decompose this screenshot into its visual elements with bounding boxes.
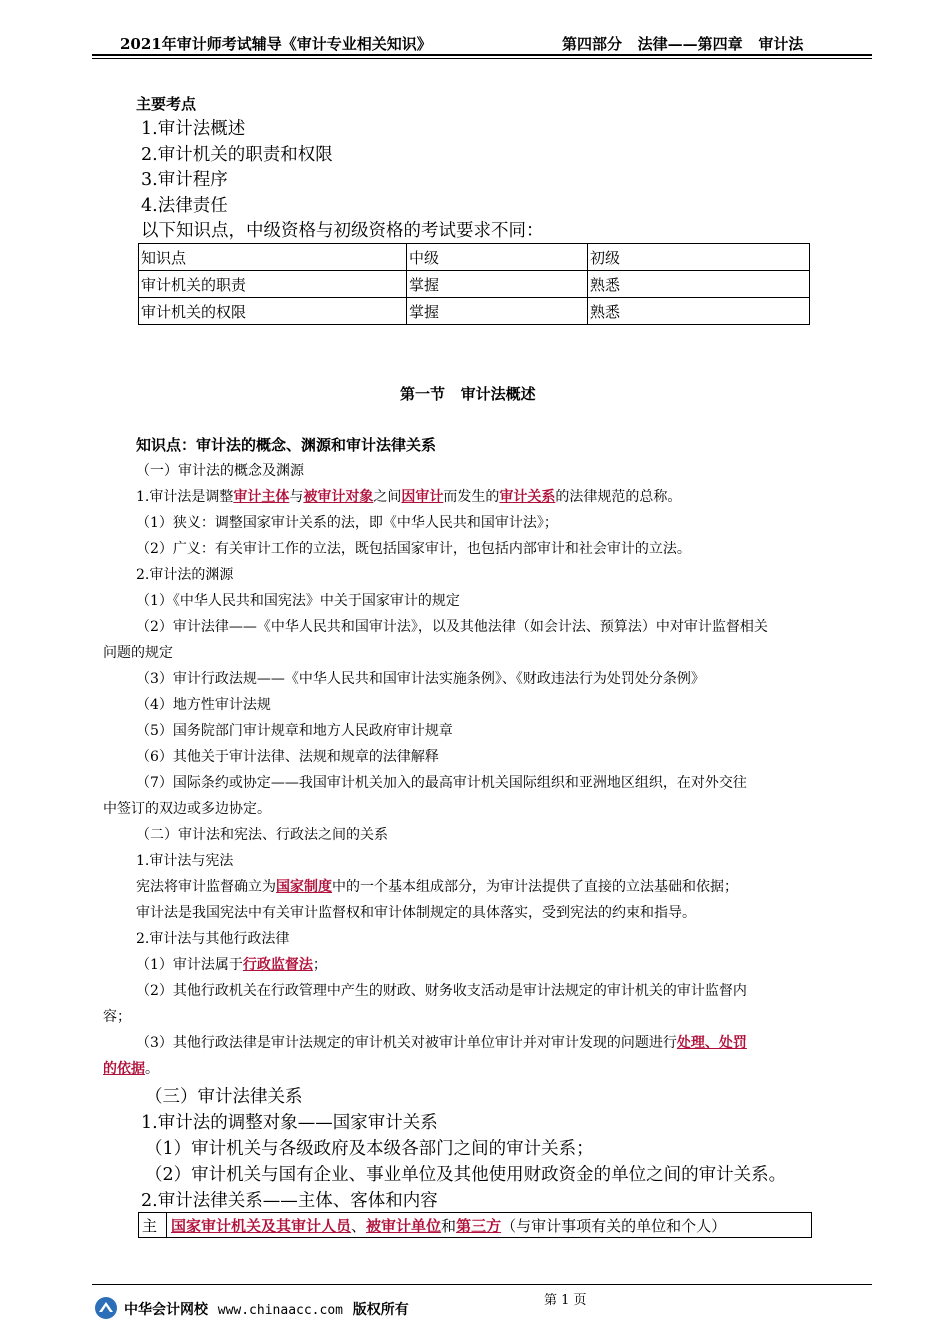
- constitution-line-1: [136, 876, 738, 896]
- source-item-5: （5）国务院部门审计规章和地方人民政府审计规章: [136, 723, 453, 739]
- exam-requirement-note: 以下知识点，中级资格与初级资格的考试要求不同：: [141, 221, 544, 241]
- part3-heading: （三）审计法律关系: [145, 1087, 303, 1107]
- adjust-object-item-2: （2）审计机关与国有企业、事业单位及其他使用财政资金的单位之间的审计关系。: [145, 1165, 787, 1185]
- admin-law-item-2-line1: （2）其他行政机关在行政管理中产生的财政、财务收支活动是审计法规定的审计机关的审计监督内: [136, 983, 747, 999]
- table-header-row: [139, 244, 810, 271]
- adjust-object-item-1: （1）审计机关与各级政府及本级各部门之间的审计关系；: [145, 1139, 594, 1159]
- def-text: 而发生的: [443, 489, 500, 505]
- def-highlight-object: 被审计对象: [303, 489, 374, 505]
- party-text: 、: [351, 1217, 367, 1235]
- admin-law-item-1: [136, 954, 327, 974]
- footer-rule: [92, 1284, 872, 1285]
- admin-text: （3）其他行政法律是审计法规定的审计机关对被审计单位审计并对审计发现的问题进行: [136, 1035, 677, 1051]
- main-point-3: 3.审计程序: [141, 170, 228, 190]
- exam-requirement-table: [138, 243, 810, 325]
- sources-title: 2.审计法的渊源: [136, 567, 234, 583]
- main-points-title: 主要考点: [136, 95, 197, 113]
- admin-law-item-3-line2: [103, 1058, 159, 1078]
- def-text: 1.审计法是调整: [136, 489, 234, 505]
- main-point-2: 2.审计机关的职责和权限: [141, 145, 333, 165]
- admin-text: ；: [312, 957, 327, 973]
- cell-divider: [166, 1213, 167, 1237]
- legal-relation-table: [138, 1212, 812, 1238]
- broad-definition: （2）广义：有关审计工作的立法，既包括国家审计，也包括内部审计和社会审计的立法。: [136, 541, 691, 557]
- party-highlight: 第三方: [456, 1217, 502, 1235]
- footer-brand: 中华会计网校: [124, 1302, 208, 1318]
- source-item-2-line2: 问题的规定: [103, 645, 173, 661]
- table-cell: 熟悉: [588, 298, 810, 325]
- footer-rights: 版权所有: [352, 1302, 409, 1318]
- table-cell: 掌握: [407, 298, 588, 325]
- main-point-1: 1.审计法概述: [141, 119, 246, 139]
- def-highlight-cause: 因审计: [401, 489, 444, 505]
- part2-heading: （二）审计法和宪法、行政法之间的关系: [136, 827, 388, 843]
- narrow-definition: （1）狭义：调整国家审计关系的法，即《中华人民共和国审计法》；: [136, 515, 558, 531]
- def-highlight-subject: 审计主体: [233, 489, 290, 505]
- admin-text: （1）审计法属于: [136, 957, 243, 973]
- def-text: 与: [289, 489, 304, 505]
- footer-copyright: [124, 1299, 409, 1319]
- table-row: [139, 298, 810, 325]
- const-text: 宪法将审计监督确立为: [136, 879, 276, 895]
- party-highlight: 被审计单位: [366, 1217, 442, 1235]
- admin-highlight: 处理、处罚: [676, 1035, 747, 1051]
- adjust-object-title: 1.审计法的调整对象——国家审计关系: [141, 1113, 438, 1133]
- admin-highlight: 的依据: [103, 1061, 145, 1077]
- header-chapter-title: 第四部分 法律——第四章 审计法: [562, 35, 804, 53]
- main-point-4: 4.法律责任: [141, 196, 228, 216]
- source-item-6: （6）其他关于审计法律、法规和规章的法律解释: [136, 749, 439, 765]
- footer-url[interactable]: www.chinaacc.com: [217, 1303, 343, 1318]
- const-text: 中的一个基本组成部分，为审计法提供了直接的立法基础和依据；: [332, 879, 738, 895]
- table-cell: 审计机关的职责: [139, 271, 407, 298]
- admin-law-item-2-line2: 容；: [103, 1009, 131, 1025]
- knowledge-point-title: 知识点：审计法的概念、渊源和审计法律关系: [136, 436, 437, 454]
- legal-relation-title: 2.审计法律关系——主体、客体和内容: [141, 1191, 438, 1211]
- page-number: 第 1 页: [544, 1293, 587, 1308]
- table-row: [139, 271, 810, 298]
- admin-text: 。: [145, 1061, 159, 1077]
- source-item-7-line1: （7）国际条约或协定——我国审计机关加入的最高审计机关国际组织和亚洲地区组织，在对外交往: [136, 775, 747, 791]
- subject-label: 主: [142, 1217, 158, 1235]
- page-header: [92, 30, 872, 56]
- section-title: 第一节 审计法概述: [400, 385, 536, 403]
- table-cell: 熟悉: [588, 271, 810, 298]
- party-text: 和: [441, 1217, 457, 1235]
- admin-law-title: 2.审计法与其他行政法律: [136, 931, 290, 947]
- header-rule-thin: [92, 58, 872, 59]
- table-header-cell: 知识点: [139, 244, 407, 271]
- def-text: 之间: [373, 489, 402, 505]
- source-item-2-line1: （2）审计法律——《中华人民共和国审计法》，以及其他法律（如会计法、预算法）中对审计监督相关: [136, 619, 768, 635]
- const-highlight: 国家制度: [276, 879, 332, 895]
- admin-highlight: 行政监督法: [242, 957, 313, 973]
- source-item-7-line2: 中签订的双边或多边协定。: [103, 801, 271, 817]
- table-cell: 审计机关的权限: [139, 298, 407, 325]
- part1-heading: （一）审计法的概念及渊源: [136, 463, 304, 479]
- def-text: 的法律规范的总称。: [555, 489, 682, 505]
- constitution-line-2: 审计法是我国宪法中有关审计监督权和审计体制规定的具体落实，受到宪法的约束和指导。: [136, 905, 696, 921]
- chinaacc-logo-icon: [94, 1296, 118, 1324]
- table-header-cell: 初级: [588, 244, 810, 271]
- admin-law-item-3-line1: [136, 1032, 747, 1052]
- def-highlight-relation: 审计关系: [499, 489, 556, 505]
- header-book-title: 2021年审计师考试辅导《审计专业相关知识》: [120, 35, 432, 53]
- source-item-1: （1）《中华人民共和国宪法》中关于国家审计的规定: [136, 593, 460, 609]
- audit-law-definition: [136, 486, 681, 506]
- table-header-cell: 中级: [407, 244, 588, 271]
- source-item-4: （4）地方性审计法规: [136, 697, 271, 713]
- party-text: （与审计事项有关的单位和个人）: [501, 1217, 727, 1235]
- subject-content: [171, 1215, 726, 1236]
- header-rule-thick: [92, 54, 872, 56]
- source-item-3: （3）审计行政法规——《中华人民共和国审计法实施条例》、《财政违法行为处罚处分条例》: [136, 671, 705, 687]
- constitution-title: 1.审计法与宪法: [136, 853, 234, 869]
- table-cell: 掌握: [407, 271, 588, 298]
- party-highlight: 国家审计机关及其审计人员: [171, 1217, 352, 1235]
